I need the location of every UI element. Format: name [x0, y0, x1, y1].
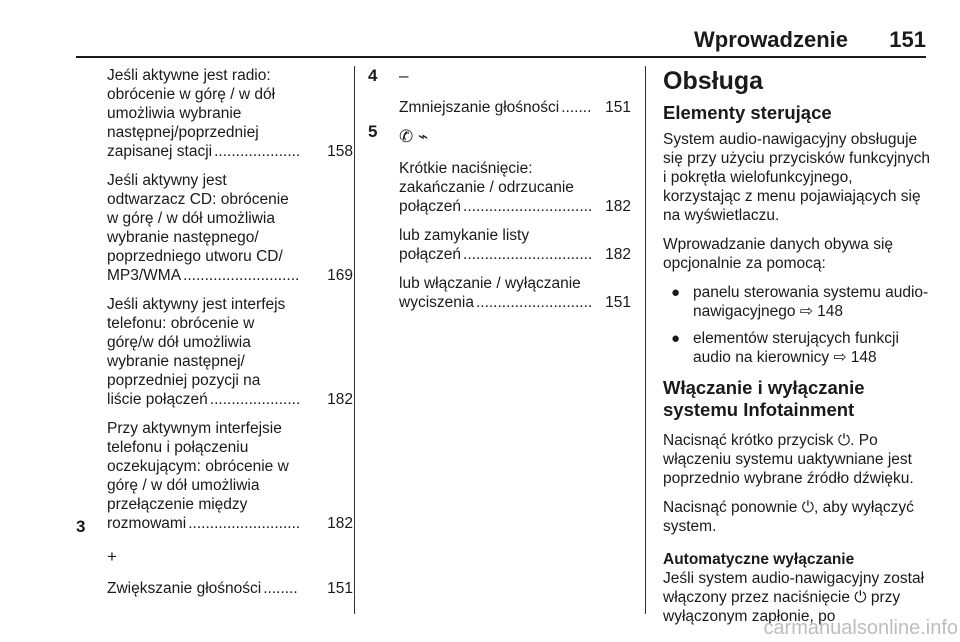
power-icon: ⏻: [837, 432, 851, 449]
line: następnej/poprzedniej: [107, 124, 259, 141]
paragraph-radio: [107, 66, 353, 161]
bullet-list: [663, 283, 931, 367]
subheading-power: Włączanie i wyłączanie systemu Infotainment: [663, 377, 865, 420]
page-ref-line: [399, 98, 631, 117]
line: górę / w dół umożliwia: [107, 477, 260, 494]
header-rule: [76, 56, 926, 58]
paragraph-call-waiting: [107, 419, 353, 533]
list-item: [663, 283, 931, 321]
line: odtwarzacz CD: obrócenie: [107, 191, 289, 208]
bullet-text: panelu sterowania systemu audio-nawigacyjnego: [693, 284, 929, 320]
line: telefonu: obrócenie w: [107, 315, 255, 332]
page-ref: 158: [327, 143, 353, 160]
line: Jeśli aktywny jest: [107, 172, 227, 189]
ref-text: połączeń: [399, 246, 462, 263]
page-header-title: Wprowadzenie: [693, 27, 848, 52]
page-ref-line: [107, 142, 353, 161]
section-heading: Obsługa: [663, 67, 764, 95]
leader-dots: ........: [263, 580, 298, 597]
list-item: [663, 329, 931, 367]
text: Nacisnąć krótko przycisk: [663, 432, 834, 449]
leader-dots: .....................: [209, 391, 301, 408]
column-2: [399, 66, 631, 322]
leader-dots: .......: [561, 99, 592, 116]
ref-text: wyciszenia: [399, 294, 474, 311]
line: lub włączanie / wyłączanie: [399, 275, 581, 292]
page-ref-line: [399, 197, 631, 216]
page-ref-line: [107, 579, 353, 598]
line: wybranie następnej/: [107, 353, 245, 370]
line: poprzedniej pozycji na: [107, 372, 261, 389]
ref-text: zapisanej stacji: [107, 143, 213, 160]
page-ref: 151: [605, 99, 631, 116]
line: lub zamykanie listy: [399, 227, 530, 244]
page-ref: 182: [605, 246, 631, 263]
item-number-3: 3: [76, 517, 86, 536]
paragraph-close-list: [399, 226, 631, 264]
line: zakańczanie / odrzucanie: [399, 179, 574, 196]
paragraph-mute: [399, 274, 631, 312]
line: Jeśli aktywne jest radio:: [107, 67, 271, 84]
line: telefonu i połączeniu: [107, 439, 249, 456]
ref-text: Zwiększanie głośności: [107, 580, 262, 597]
line: umożliwia wybranie: [107, 105, 242, 122]
paragraph-intro: System audio-nawigacyjny obsługuje się przy użyciu przycisków funkcyjnych i pokrętła wielofunkcyjnego, korzystając z menu pojawiających się na wyświetlaczu.: [663, 131, 931, 224]
leader-dots: ....................: [214, 143, 301, 160]
page-ref[interactable]: 148: [817, 303, 844, 320]
text: . Po włączeniu systemu uaktywniane jest poprzednio wybrane źródło dźwięku.: [663, 432, 914, 487]
column-1: [107, 66, 353, 598]
leader-dots: ...........................: [475, 294, 593, 311]
page-ref[interactable]: 148: [850, 349, 877, 366]
power-icon: ⏻: [854, 589, 867, 606]
line: w górę / w dół umożliwia: [107, 210, 275, 227]
page-ref-line: [107, 390, 353, 409]
text: przy wyłączonym zapłonie, po: [663, 589, 901, 625]
text: , aby wyłączyć system.: [663, 499, 914, 535]
leader-dots: ..............................: [463, 198, 593, 215]
page-ref-line: [399, 293, 631, 312]
ref-text: liście połączeń: [107, 391, 208, 408]
text: Jeśli system audio-nawigacyjny został włączony przez naciśnięcie: [663, 570, 925, 606]
volume-up-symbol: +: [107, 547, 117, 566]
leader-dots: ..........................: [188, 515, 301, 532]
paragraph-power-off: [663, 498, 931, 536]
ref-text: rozmowami: [107, 515, 187, 532]
page-ref: 182: [605, 198, 631, 215]
arrow-ref-icon: ⇨: [833, 349, 847, 366]
page-ref: 151: [605, 294, 631, 311]
page-ref: 151: [327, 580, 353, 597]
subheading-auto-off: Automatyczne wyłączanie: [663, 551, 855, 568]
line: przełączenie między: [107, 496, 248, 513]
page-ref: 182: [327, 515, 353, 532]
line: oczekującym: obrócenie w: [107, 458, 289, 475]
paragraph-phone: [107, 295, 353, 409]
paragraph-power-on: [663, 431, 931, 488]
paragraph-cd: [107, 171, 353, 285]
ref-text: MP3/WMA: [107, 267, 182, 284]
bullet-icon: ●: [671, 284, 681, 301]
item-number-5: 5: [368, 122, 378, 141]
page-number: 151: [889, 27, 926, 52]
line: górę/w dół umożliwia: [107, 334, 251, 351]
phone-mute-icon: ✆ ⌁: [399, 127, 429, 146]
column-3: [663, 66, 931, 636]
page-ref-line: [107, 266, 353, 285]
item-number-4: 4: [368, 66, 378, 85]
line: poprzedniego utworu CD/: [107, 248, 283, 265]
column-divider-1: [354, 66, 355, 614]
page-ref: 169: [327, 267, 353, 284]
arrow-ref-icon: ⇨: [799, 303, 813, 320]
paragraph-input: Wprowadzanie danych obywa się opcjonalnie za pomocą:: [663, 236, 894, 272]
column-divider-2: [645, 66, 646, 614]
page-ref-line: [107, 514, 353, 533]
line: Jeśli aktywny jest interfejs: [107, 296, 286, 313]
ref-text: połączeń: [399, 198, 462, 215]
bullet-text: elementów sterujących funkcji audio na kierownicy: [693, 330, 899, 366]
line: wybranie następnego/: [107, 229, 259, 246]
page-ref: 182: [327, 391, 353, 408]
bullet-icon: ●: [671, 330, 681, 347]
text: Nacisnąć ponownie: [663, 499, 798, 516]
watermark: carmanualsonline.info: [763, 617, 958, 639]
page-ref-line: [399, 245, 631, 264]
line: obrócenie w górę / w dół: [107, 86, 276, 103]
line: Przy aktywnym interfejsie: [107, 420, 282, 437]
ref-text: Zmniejszanie głośności: [399, 99, 560, 116]
leader-dots: ...........................: [183, 267, 300, 284]
leader-dots: ..............................: [463, 246, 593, 263]
power-icon: ⏻: [801, 499, 814, 516]
volume-down-symbol: –: [399, 66, 409, 85]
line: Krótkie naciśnięcie:: [399, 160, 533, 177]
subheading-controls: Elementy sterujące: [663, 102, 832, 123]
paragraph-short-press: [399, 159, 631, 216]
